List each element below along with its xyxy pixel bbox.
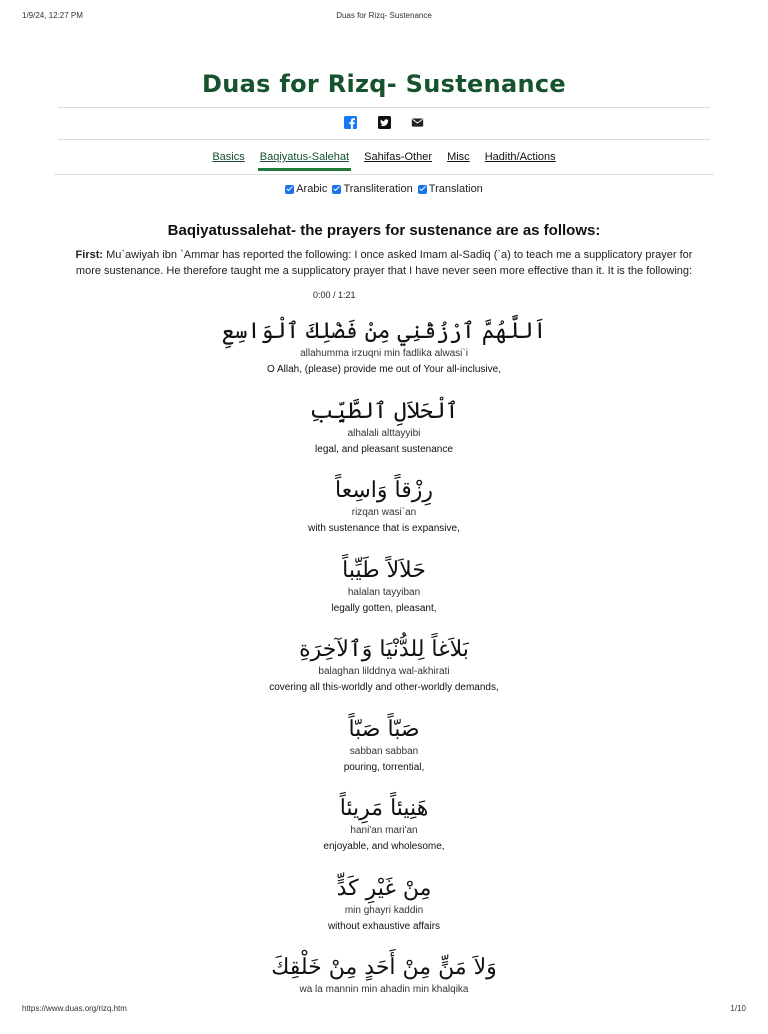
verse-item bbox=[0, 636, 768, 716]
tab-basics[interactable]: Basics bbox=[212, 151, 245, 163]
tab-hadith-actions[interactable]: Hadith/Actions bbox=[484, 151, 556, 163]
verse-item bbox=[0, 716, 768, 796]
verse-arabic: حَلاَلاً طَيِّباً bbox=[342, 557, 426, 583]
verse-item bbox=[0, 398, 768, 478]
verse-arabic: هَنِيئاً مَرِيئاً bbox=[339, 796, 429, 821]
verse-transliteration: min ghayri kaddin bbox=[344, 904, 424, 916]
verse-list bbox=[0, 318, 768, 1034]
audio-time: 0:00 / 1:21 bbox=[313, 290, 356, 300]
verse-item bbox=[0, 318, 768, 398]
verse-arabic: اَللَّهُمَّ ٱرْزُقْنِي مِنْ فَضْلِكَ ٱلْوَاسِعِ bbox=[221, 319, 547, 344]
toggle-arabic-label: Arabic bbox=[296, 183, 328, 195]
verse-transliteration: hani'an mari'an bbox=[350, 825, 418, 836]
page-title: Duas for Rizq- Sustenance bbox=[202, 70, 566, 98]
intro-paragraph bbox=[70, 247, 698, 279]
verse-arabic: وَلاَ مَنٍّ مِنْ أَحَدٍ مِنْ خَلْقِكَ bbox=[271, 955, 497, 980]
divider bbox=[54, 174, 714, 175]
verse-arabic: ٱلْحَلاَلِ ٱلطَّيِّبِ bbox=[309, 398, 459, 424]
tab-bar bbox=[0, 151, 768, 171]
display-toggles bbox=[0, 183, 768, 197]
tab-misc[interactable]: Misc bbox=[447, 151, 470, 163]
checkbox-checked-icon[interactable] bbox=[332, 185, 341, 194]
checkbox-checked-icon[interactable] bbox=[418, 185, 427, 194]
verse-transliteration: balaghan lilddnya wal-akhirati bbox=[318, 666, 450, 677]
verse-translation: pouring, torrential, bbox=[343, 761, 425, 773]
verse-transliteration: halalan tayyiban bbox=[347, 586, 421, 598]
verse-arabic: بَلاَغاً لِلدُّنْيَا وَٱلآخِرَةِ bbox=[299, 637, 469, 662]
tab-baqiyatus-salehat[interactable]: Baqiyatus-Salehat bbox=[258, 151, 351, 171]
print-page-number: 1/10 bbox=[730, 1004, 746, 1013]
verse-transliteration: wa la mannin min ahadin min khalqika bbox=[299, 984, 469, 995]
verse-transliteration: allahumma irzuqni min fadlika alwasi`i bbox=[300, 348, 468, 359]
verse-arabic: صَبّاً صَبّاً bbox=[348, 716, 420, 742]
verse-item bbox=[0, 954, 768, 1034]
print-datetime: 1/9/24, 12:27 PM bbox=[22, 11, 83, 20]
toggle-translation-label: Translation bbox=[428, 183, 483, 195]
verse-arabic: مِنْ غَيْرِ كَدٍّ bbox=[336, 875, 432, 901]
facebook-icon[interactable] bbox=[344, 116, 357, 129]
verse-item bbox=[0, 477, 768, 557]
audio-player[interactable] bbox=[313, 290, 356, 300]
verse-translation: legally gotten, pleasant, bbox=[331, 602, 437, 614]
verse-translation: with sustenance that is expansive, bbox=[308, 523, 460, 534]
divider bbox=[58, 107, 710, 108]
verse-transliteration: sabban sabban bbox=[349, 745, 419, 757]
checkbox-checked-icon[interactable] bbox=[285, 185, 294, 194]
toggle-translation[interactable] bbox=[418, 183, 483, 195]
social-links bbox=[0, 116, 768, 130]
verse-item bbox=[0, 875, 768, 955]
print-url: https://www.duas.org/rizq.htm bbox=[22, 1004, 127, 1013]
tab-sahifas-other[interactable]: Sahifas-Other bbox=[364, 151, 432, 163]
verse-translation: O Allah, (please) provide me out of Your all-inclusive, bbox=[266, 364, 501, 375]
twitter-icon[interactable] bbox=[378, 116, 391, 129]
intro-label: First: bbox=[75, 249, 104, 261]
email-icon[interactable] bbox=[411, 116, 424, 129]
toggle-transliteration[interactable] bbox=[332, 183, 412, 195]
verse-arabic: رِزْقاً وَاسِعاً bbox=[335, 478, 433, 503]
print-doc-title: Duas for Rizq- Sustenance bbox=[336, 11, 432, 20]
section-heading: Baqiyatussalehat- the prayers for sustenance are as follows: bbox=[167, 222, 601, 239]
verse-item bbox=[0, 557, 768, 637]
verse-translation: enjoyable, and wholesome, bbox=[323, 841, 445, 852]
verse-item bbox=[0, 795, 768, 875]
verse-transliteration: rizqan wasi`an bbox=[351, 507, 417, 518]
toggle-arabic[interactable] bbox=[285, 183, 327, 195]
divider bbox=[58, 139, 710, 140]
verse-translation: without exhaustive affairs bbox=[327, 920, 441, 932]
intro-text: Mu`awiyah ibn `Ammar has reported the following: I once asked Imam al-Sadiq (`a) to teach me a supplicatory prayer for more sustenance. He therefore taught me a supplicatory prayer that I have never seen more effective than it. It is the following: bbox=[75, 249, 693, 277]
toggle-transliteration-label: Transliteration bbox=[343, 183, 413, 195]
verse-transliteration: alhalali alttayyibi bbox=[347, 427, 421, 439]
verse-translation: legal, and pleasant sustenance bbox=[315, 443, 453, 455]
verse-translation: covering all this-worldly and other-worldly demands, bbox=[269, 682, 499, 693]
